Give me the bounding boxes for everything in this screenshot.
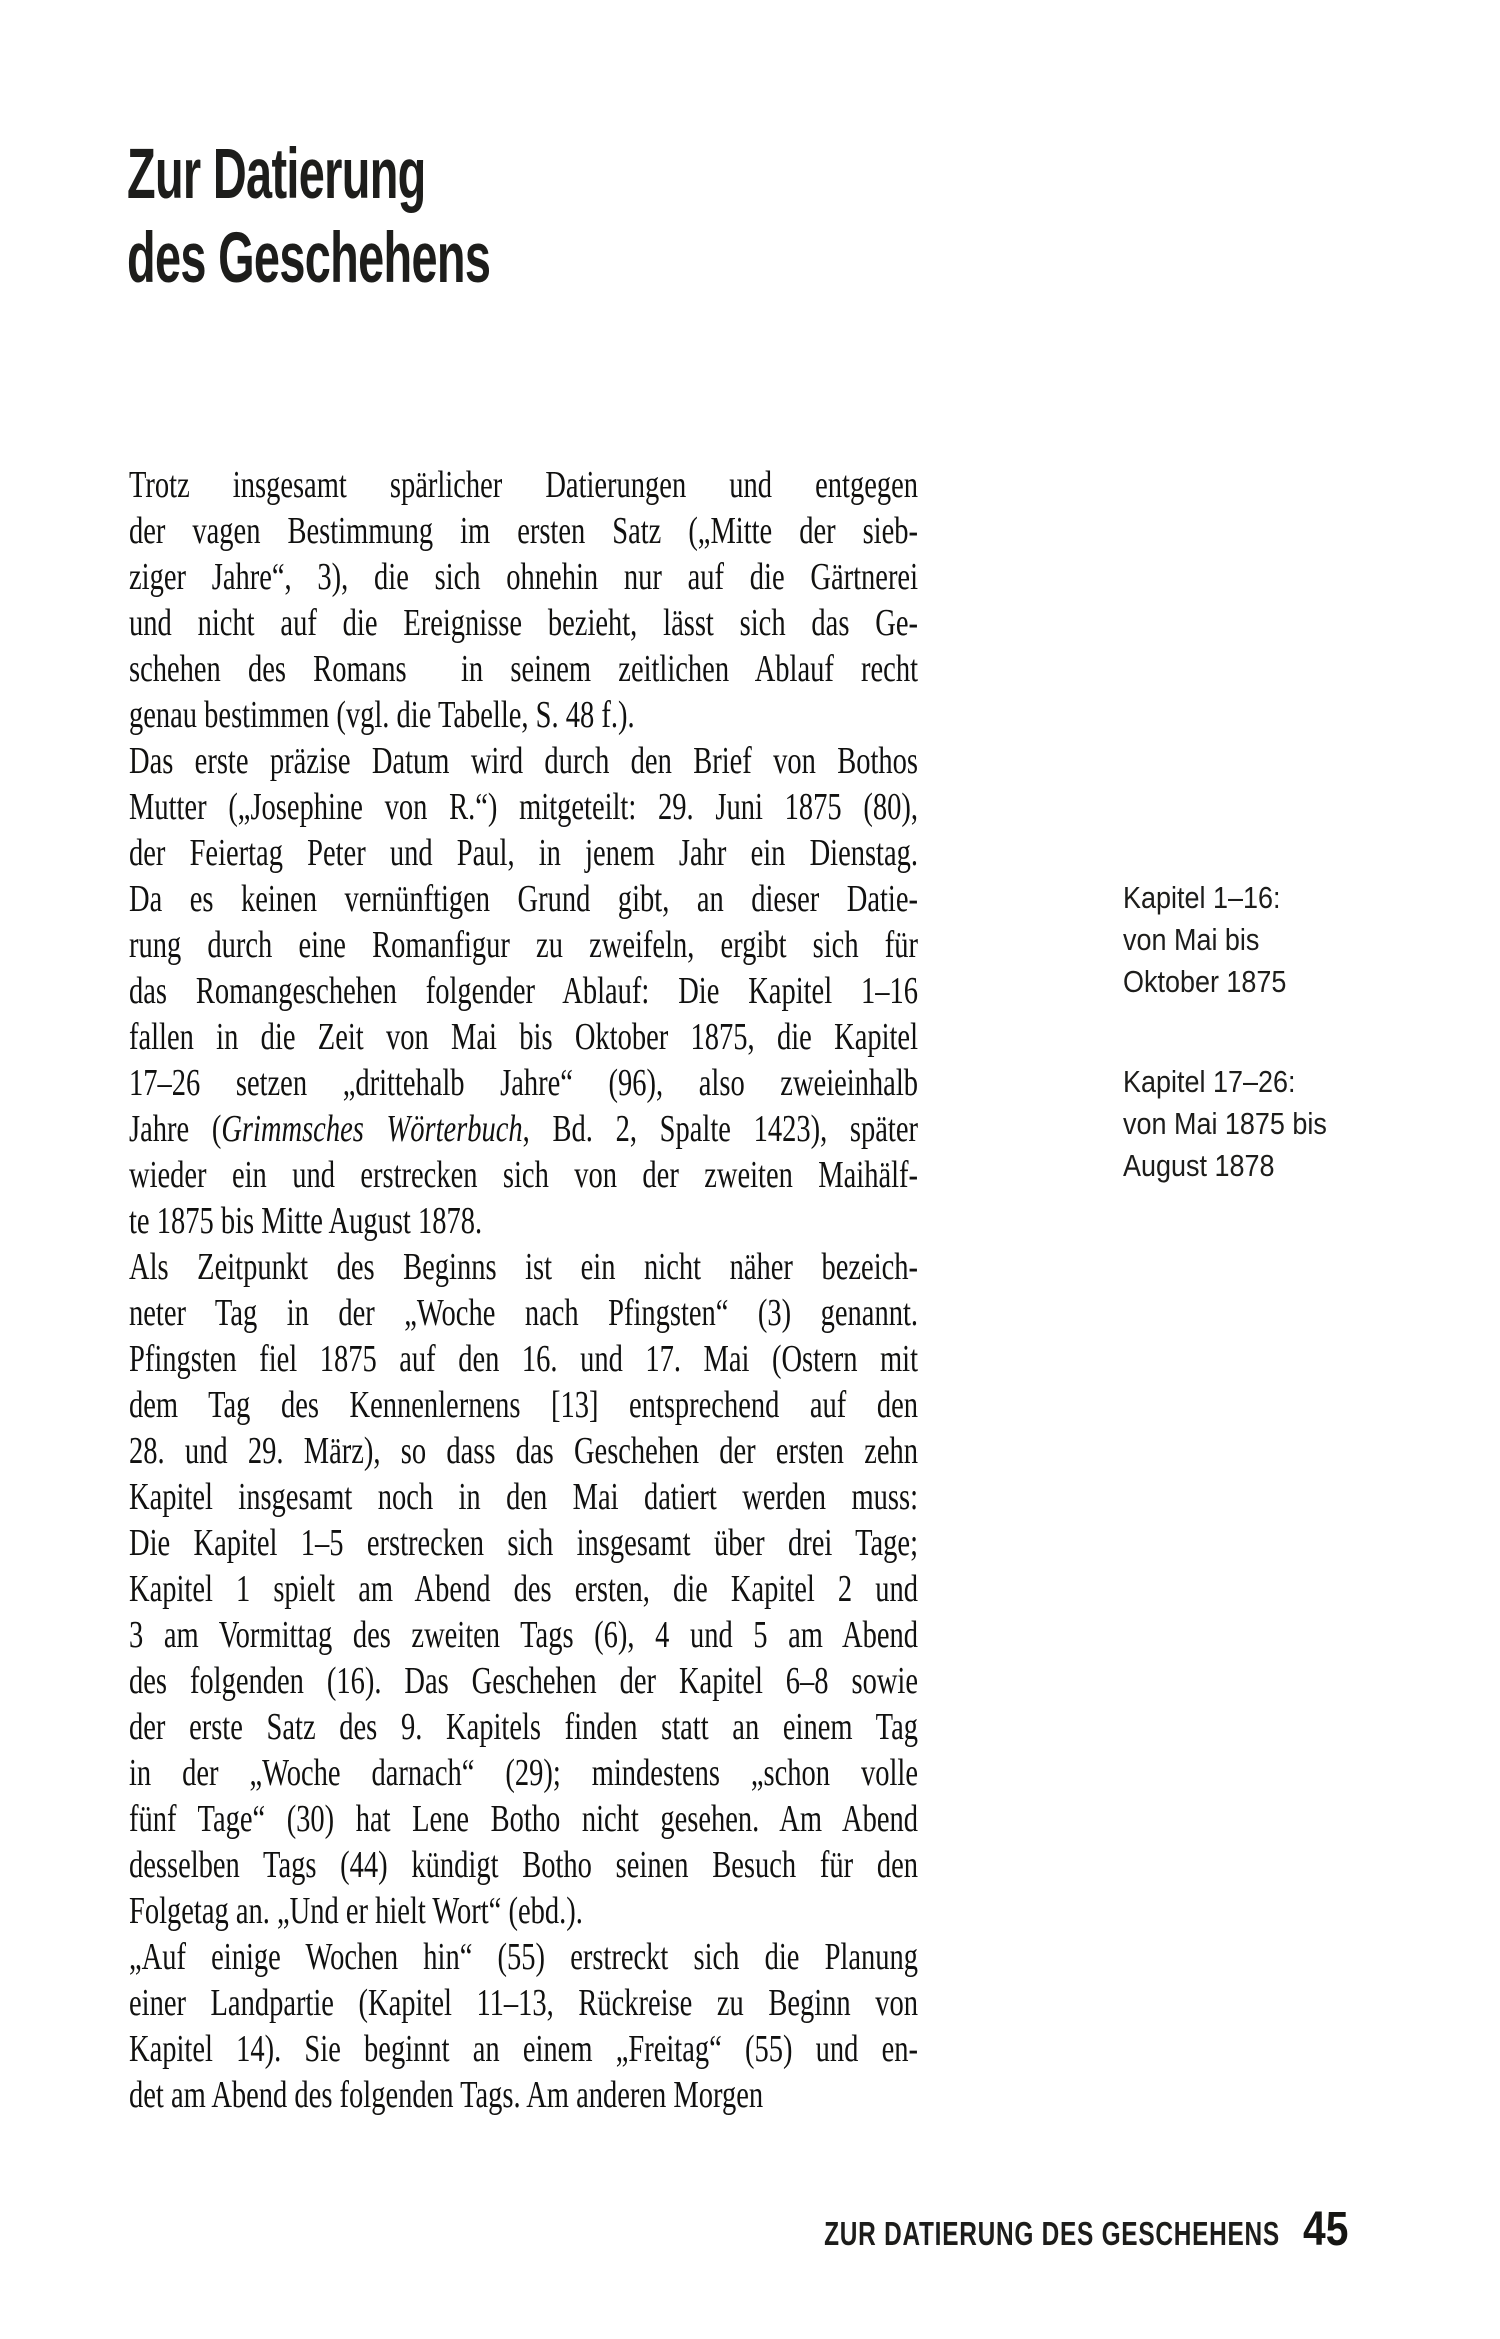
- body-line: der Feiertag Peter und Paul, in jenem Jahr ein Dienstag.: [129, 832, 918, 874]
- body-line: ziger Jahre“, 3), die sich ohnehin nur auf die Gärtnerei: [129, 556, 918, 598]
- margin-note-line: von Mai 1875 bis: [1123, 1106, 1327, 1141]
- body-line: das Romangeschehen folgender Ablauf: Die Kapitel 1–16: [129, 970, 918, 1012]
- body-line: des folgenden (16). Das Geschehen der Kapitel 6–8 sowie: [129, 1660, 918, 1702]
- body-line: Kapitel insgesamt noch in den Mai datiert werden muss:: [129, 1476, 918, 1518]
- body-line: der vagen Bestimmung im ersten Satz („Mitte der sieb-: [129, 510, 918, 552]
- body-line: Trotz insgesamt spärlicher Datierungen und entgegen: [129, 464, 918, 506]
- margin-note-line: Oktober 1875: [1123, 964, 1287, 999]
- body-line: rung durch eine Romanfigur zu zweifeln, ergibt sich für: [129, 924, 918, 966]
- body-line: dem Tag des Kennenlernens [13] entsprechend auf den: [129, 1384, 918, 1426]
- body-line: te 1875 bis Mitte August 1878.: [129, 1200, 483, 1242]
- running-head: ZUR DATIERUNG DES GESCHEHENS: [824, 2215, 1280, 2252]
- page-title: [127, 133, 490, 301]
- body-line: fallen in die Zeit von Mai bis Oktober 1875, die Kapitel: [129, 1016, 918, 1058]
- body-line: und nicht auf die Ereignisse bezieht, lässt sich das Ge-: [129, 602, 918, 644]
- body-line: schehen des Romans in seinem zeitlichen Ablauf recht: [129, 648, 918, 690]
- page-title-line-1: Zur Datierung: [127, 135, 426, 214]
- body-line: Das erste präzise Datum wird durch den Brief von Bothos: [129, 740, 918, 782]
- body-line: Mutter („Josephine von R.“) mitgeteilt: 29. Juni 1875 (80),: [129, 786, 918, 828]
- page-number: 45: [1302, 2203, 1348, 2256]
- body-line: wieder ein und erstrecken sich von der zweiten Maihälf-: [129, 1154, 918, 1196]
- body-line: Die Kapitel 1–5 erstrecken sich insgesamt über drei Tage;: [129, 1522, 918, 1564]
- margin-note-line: Kapitel 1–16:: [1123, 880, 1281, 915]
- margin-note-line: August 1878: [1123, 1148, 1275, 1183]
- margin-note-line: Kapitel 17–26:: [1123, 1064, 1296, 1099]
- body-text: [129, 462, 918, 2118]
- page-title-line-2: des Geschehens: [127, 219, 491, 298]
- body-line: Da es keinen vernünftigen Grund gibt, an dieser Datie-: [129, 878, 918, 920]
- body-line: 17–26 setzen „drittehalb Jahre“ (96), also zweieinhalb: [129, 1062, 918, 1104]
- body-line: genau bestimmen (vgl. die Tabelle, S. 48 f.).: [129, 694, 635, 736]
- body-line: einer Landpartie (Kapitel 11–13, Rückreise zu Beginn von: [129, 1982, 918, 2024]
- margin-note-line: von Mai bis: [1123, 922, 1260, 957]
- body-line: desselben Tags (44) kündigt Botho seinen Besuch für den: [129, 1844, 918, 1886]
- body-line: 3 am Vormittag des zweiten Tags (6), 4 und 5 am Abend: [129, 1614, 918, 1656]
- body-line: Kapitel 14). Sie beginnt an einem „Freitag“ (55) und en-: [129, 2028, 918, 2070]
- margin-note-chapters-1-16: [1123, 877, 1488, 1003]
- body-line: Jahre (Grimmsches Wörterbuch, Bd. 2, Spalte 1423), später: [129, 1108, 918, 1150]
- body-line: neter Tag in der „Woche nach Pfingsten“ (3) genannt.: [129, 1292, 918, 1334]
- body-line: Kapitel 1 spielt am Abend des ersten, die Kapitel 2 und: [129, 1568, 918, 1610]
- body-line: det am Abend des folgenden Tags. Am anderen Morgen: [129, 2074, 764, 2116]
- body-line: Pfingsten fiel 1875 auf den 16. und 17. Mai (Ostern mit: [129, 1338, 918, 1380]
- body-line: 28. und 29. März), so dass das Geschehen der ersten zehn: [129, 1430, 918, 1472]
- body-line: der erste Satz des 9. Kapitels finden statt an einem Tag: [129, 1706, 918, 1748]
- body-line: Folgetag an. „Und er hielt Wort“ (ebd.).: [129, 1890, 583, 1932]
- margin-note-chapters-17-26: [1123, 1061, 1488, 1187]
- body-line: „Auf einige Wochen hin“ (55) erstreckt sich die Planung: [129, 1936, 918, 1978]
- body-line: Als Zeitpunkt des Beginns ist ein nicht näher bezeich-: [129, 1246, 918, 1288]
- body-line: fünf Tage“ (30) hat Lene Botho nicht gesehen. Am Abend: [129, 1798, 918, 1840]
- body-line: in der „Woche darnach“ (29); mindestens „schon volle: [129, 1752, 918, 1794]
